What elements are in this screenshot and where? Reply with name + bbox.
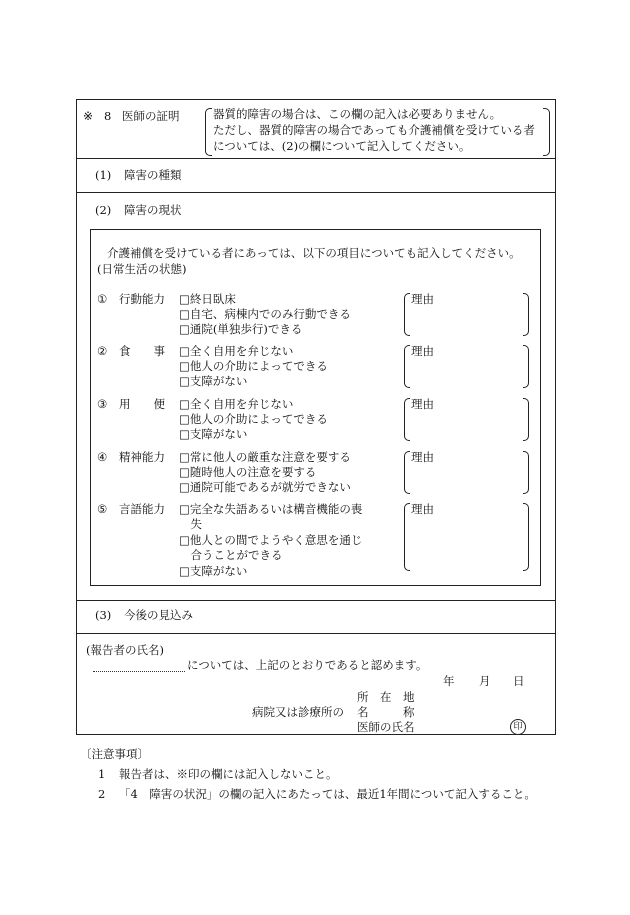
section2-label: 障害の現状 <box>124 203 182 217</box>
reason-bracket-right <box>523 451 529 494</box>
reason-label: 理由 <box>411 292 434 306</box>
section3-label: 今後の見込み <box>124 608 193 622</box>
item-label: 食 事 <box>119 344 165 358</box>
item-option[interactable]: □通院可能であるが就労できない <box>179 480 351 494</box>
header-title: 医師の証明 <box>122 109 180 123</box>
item-number: ⑤ <box>97 502 108 516</box>
item-number: ④ <box>97 450 108 464</box>
item-option[interactable]: □随時他人の注意を要する <box>179 465 317 479</box>
date-month: 月 <box>479 674 491 688</box>
note-number: 2 <box>98 787 106 801</box>
reason-label: 理由 <box>411 502 434 516</box>
facility-name-label: 名 称 <box>357 705 415 719</box>
item-option[interactable]: □全く自用を弁じない <box>179 344 294 358</box>
header-number: 8 <box>104 109 112 123</box>
note-text: 「4 障害の状況」の欄の記入にあたっては、最近1年間について記入すること。 <box>119 787 536 801</box>
item-option[interactable]: □完全な失語あるいは構音機能の喪 <box>179 502 363 516</box>
reporter-name-field[interactable] <box>93 671 185 672</box>
hospital-label: 病院又は診療所の <box>252 705 344 719</box>
reason-label: 理由 <box>411 397 434 411</box>
reason-bracket-right <box>523 345 529 388</box>
item-option[interactable]: □支障がない <box>179 564 248 578</box>
section1-number: (1) <box>95 168 112 182</box>
header-mark: ※ <box>83 109 94 123</box>
section2-number: (2) <box>95 203 112 217</box>
reason-bracket-left <box>404 503 410 571</box>
reason-bracket-left <box>404 451 410 494</box>
note-number: 1 <box>98 767 106 781</box>
item-option[interactable]: □自宅、病棟内でのみ行動できる <box>179 307 351 321</box>
notes-heading: 〔注意事項〕 <box>80 747 149 761</box>
item-option[interactable]: □他人の介助によってできる <box>179 359 328 373</box>
reason-bracket-right <box>523 503 529 571</box>
section3-number: (3) <box>95 608 112 622</box>
reporter-label: (報告者の氏名) <box>86 643 164 657</box>
reason-label: 理由 <box>411 344 434 358</box>
item-number: ② <box>97 344 108 358</box>
row-divider <box>76 600 555 601</box>
reason-bracket-left <box>404 293 410 336</box>
item-label: 精神能力 <box>119 450 165 464</box>
section2-intro: 介護補償を受けている者にあっては、以下の項目についても記入してください。 <box>107 246 521 260</box>
item-number: ① <box>97 292 108 306</box>
header-note-line: については、(2)の欄について記入してください。 <box>213 139 471 153</box>
item-option[interactable]: □他人との間でようやく意思を通じ <box>179 533 363 547</box>
note-text: 報告者は、※印の欄には記入しないこと。 <box>119 767 338 781</box>
reason-label: 理由 <box>411 450 434 464</box>
item-label: 言語能力 <box>119 502 165 516</box>
item-number: ③ <box>97 397 108 411</box>
item-option[interactable]: □終日臥床 <box>179 292 236 306</box>
note-bracket-left <box>205 108 212 156</box>
item-option-continued: 合うことができる <box>179 548 283 562</box>
note-bracket-right <box>543 108 550 156</box>
item-option[interactable]: □支障がない <box>179 427 248 441</box>
row-divider <box>76 192 555 193</box>
row-divider <box>76 158 555 159</box>
section2-sub-heading: (日常生活の状態) <box>97 262 187 276</box>
item-option[interactable]: □他人の介助によってできる <box>179 412 328 426</box>
item-label: 用 便 <box>119 397 165 411</box>
header-note-line: 器質的障害の場合は、この欄の記入は必要ありません。 <box>213 107 502 121</box>
reason-bracket-left <box>404 345 410 388</box>
row-divider <box>76 633 555 634</box>
reason-bracket-right <box>523 398 529 441</box>
reporter-statement: については、上記のとおりであると認めます。 <box>187 658 428 672</box>
date-day: 日 <box>513 674 525 688</box>
header-note-line: ただし、器質的障害の場合であっても介護補償を受けている者 <box>213 123 535 137</box>
item-option[interactable]: □支障がない <box>179 374 248 388</box>
item-label: 行動能力 <box>119 292 165 306</box>
item-option[interactable]: □常に他人の厳重な注意を要する <box>179 450 351 464</box>
item-option-continued: 失 <box>179 517 202 531</box>
section1-label: 障害の種類 <box>124 168 182 182</box>
reason-bracket-right <box>523 293 529 336</box>
seal-mark: 印 <box>510 719 526 735</box>
reason-bracket-left <box>404 398 410 441</box>
date-year: 年 <box>443 674 455 688</box>
doctor-name-label: 医師の氏名 <box>357 720 415 734</box>
address-label: 所 在 地 <box>357 690 415 704</box>
item-option[interactable]: □通院(単独歩行)できる <box>179 322 303 336</box>
item-option[interactable]: □全く自用を弁じない <box>179 397 294 411</box>
